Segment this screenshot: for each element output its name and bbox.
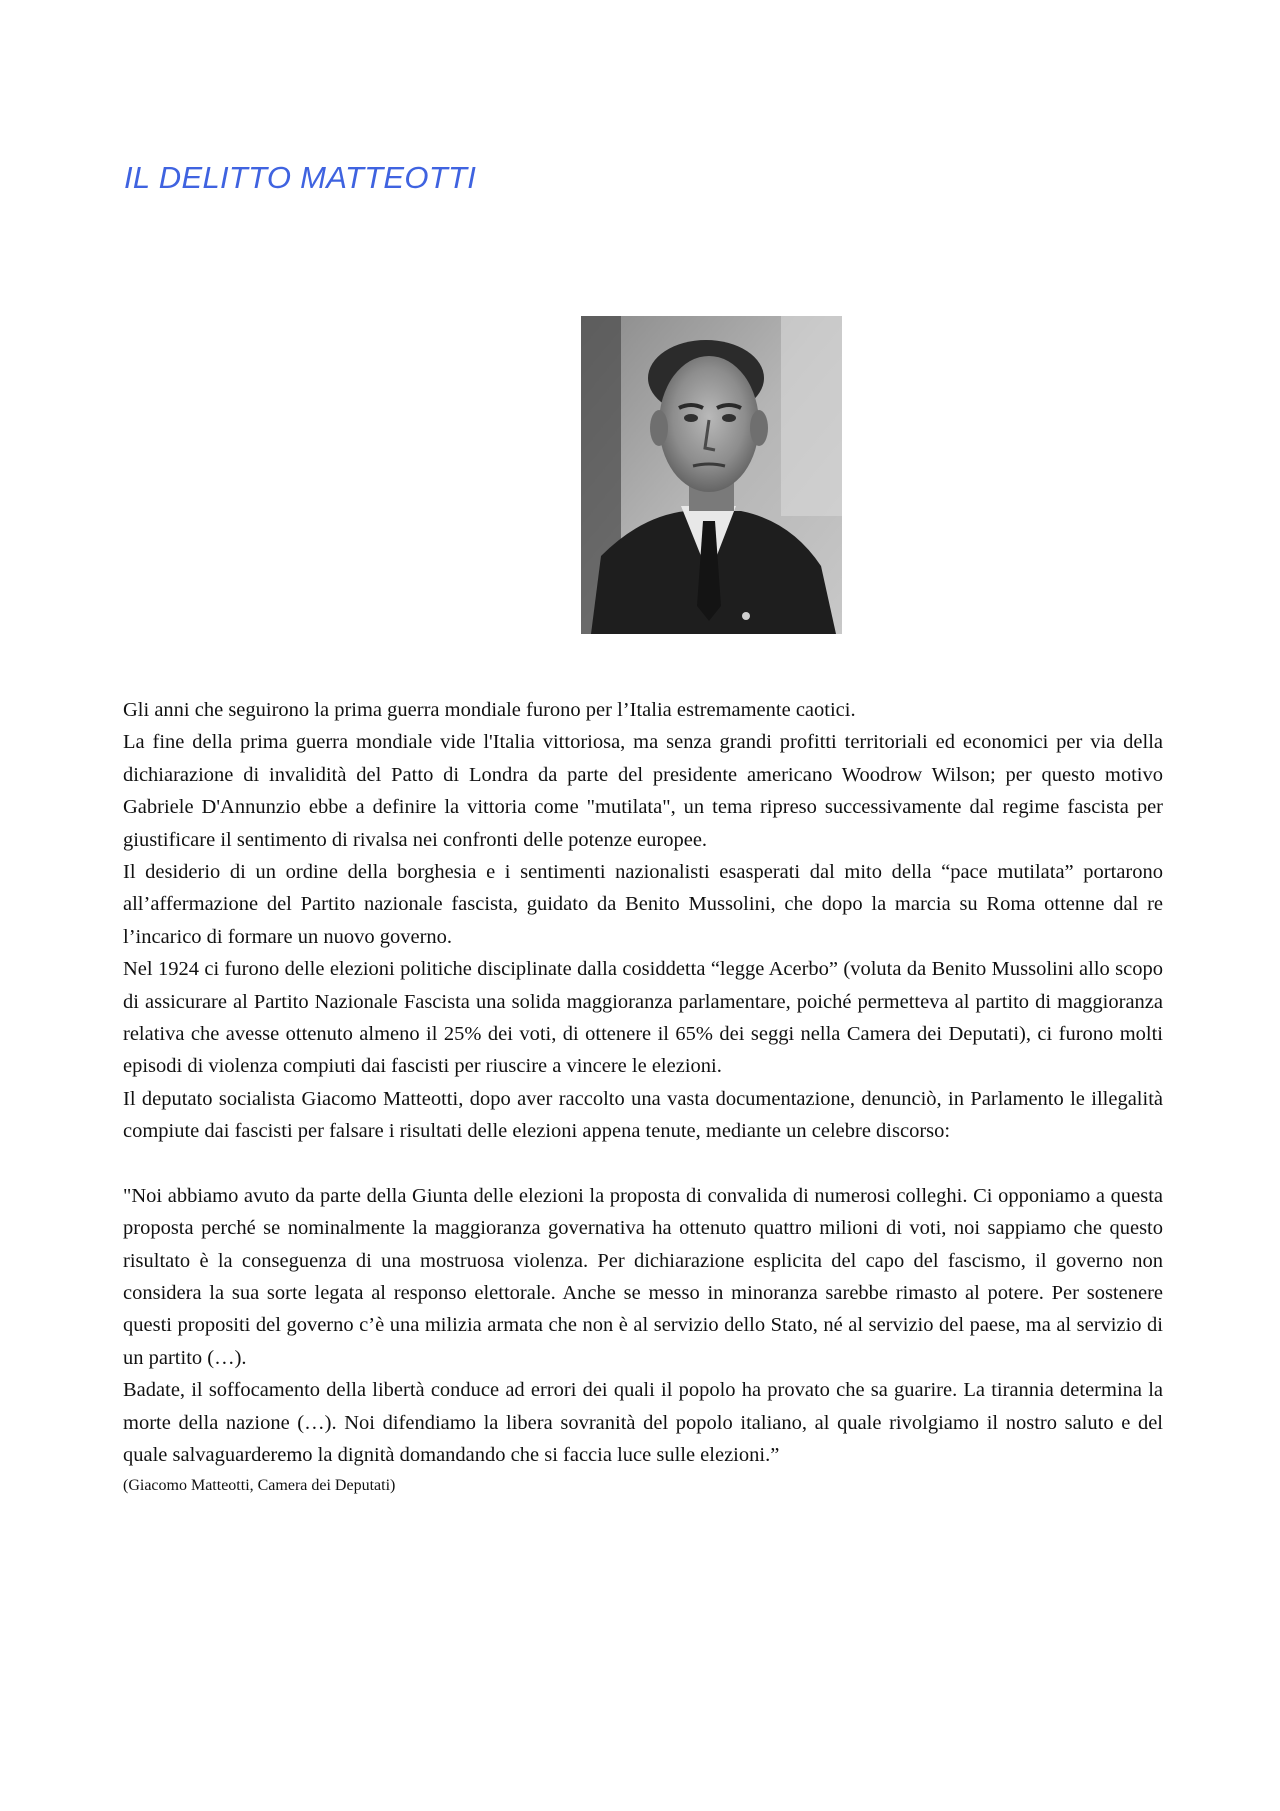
paragraph: Il deputato socialista Giacomo Matteotti, dopo aver raccolto una vasta documentazione, denunciò, in Parlamento le illegalità compiute dai fascisti per falsare i risultati delle elezioni appena tenute, mediante un celebre discorso:: [123, 1087, 1163, 1143]
portrait-photo: [581, 316, 842, 634]
article-body: [123, 694, 1163, 1499]
quote-attribution: (Giacomo Matteotti, Camera dei Deputati): [123, 1477, 396, 1495]
spacer: [123, 1148, 1163, 1180]
paragraph: Il desiderio di un ordine della borghesia e i sentimenti nazionalisti esasperati dal mito della “pace mutilata” portarono all’affermazione del Partito nazionale fascista, guidato da Benito Mussolini, che dopo la marcia su Roma ottenne dal re l’incarico di formare un nuovo governo.: [123, 861, 1163, 948]
document-title: IL DELITTO MATTEOTTI: [124, 160, 477, 195]
paragraph: La fine della prima guerra mondiale vide l'Italia vittoriosa, ma senza grandi profitti territoriali ed economici per via della dichiarazione di invalidità del Patto di Londra da parte del presidente americano Woodrow Wilson; per questo motivo Gabriele D'Annunzio ebbe a definire la vittoria come "mutilata", un tema ripreso successivamente dal regime fascista per giustificare il sentimento di rivalsa nei confronti delle potenze europee.: [123, 731, 1163, 851]
paragraph: Gli anni che seguirono la prima guerra mondiale furono per l’Italia estremamente caotici.: [123, 699, 856, 721]
quote-paragraph: Badate, il soffocamento della libertà conduce ad errori dei quali il popolo ha provato che sa guarire. La tirannia determina la morte della nazione (…). Noi difendiamo la libera sovranità del popolo italiano, al quale rivolgiamo il nostro saluto e del quale salvaguarderemo la dignità domandando che si faccia luce sulle elezioni.”: [123, 1379, 1163, 1466]
paragraph: Nel 1924 ci furono delle elezioni politiche disciplinate dalla cosiddetta “legge Acerbo” (voluta da Benito Mussolini allo scopo di assicurare al Partito Nazionale Fascista una solida maggioranza parlamentare, poiché permetteva al partito di maggioranza relativa che avesse ottenuto almeno il 25% dei voti, di ottenere il 65% dei seggi nella Camera dei Deputati), ci furono molti episodi di violenza compiuti dai fascisti per riuscire a vincere le elezioni.: [123, 958, 1163, 1078]
quote-paragraph: "Noi abbiamo avuto da parte della Giunta delle elezioni la proposta di convalida di numerosi colleghi. Ci opponiamo a questa proposta perché se nominalmente la maggioranza governativa ha ottenuto quattro milioni di voti, noi sappiamo che questo risultato è la conseguenza di una mostruosa violenza. Per dichiarazione esplicita del capo del fascismo, il governo non considera la sua sorte legata al responso elettorale. Anche se messo in minoranza sarebbe rimasto al potere. Per sostenere questi propositi del governo c’è una milizia armata che non è al servizio dello Stato, né al servizio del paese, ma al servizio di un partito (…).: [123, 1184, 1163, 1369]
